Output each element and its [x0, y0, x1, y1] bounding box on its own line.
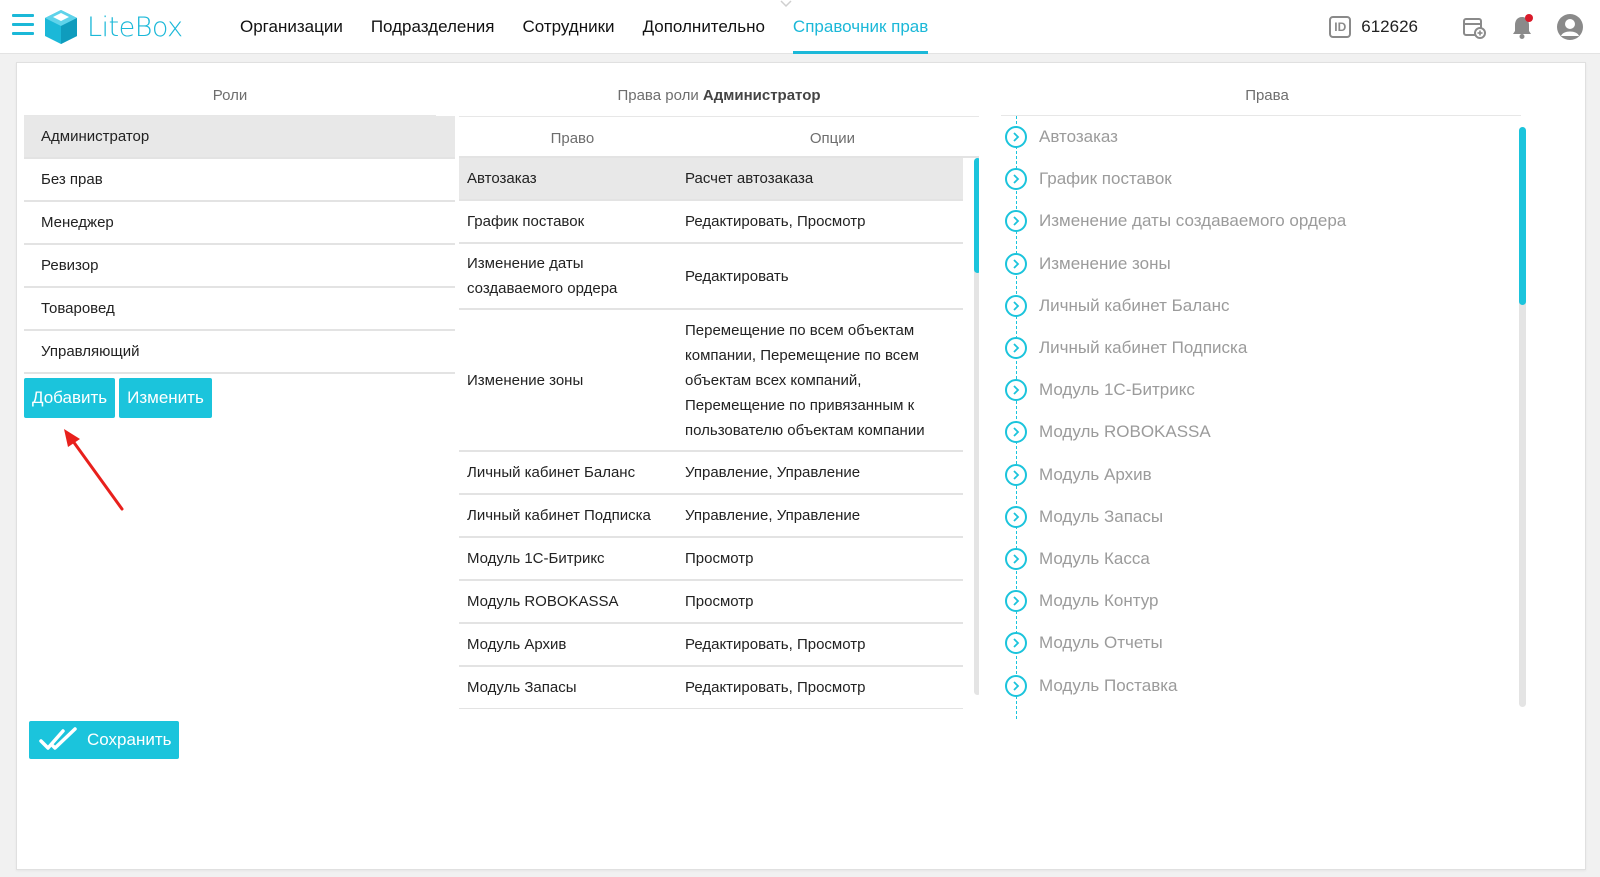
table-row[interactable] [459, 581, 963, 624]
account-id: 612626 [1361, 17, 1418, 36]
tree-item-label: Личный кабинет Подписка [1039, 338, 1248, 358]
logo-cube-icon [44, 9, 78, 45]
nav-rights-directory[interactable]: Справочник прав [793, 0, 928, 54]
right-options: Редактировать, Просмотр [685, 636, 866, 653]
right-name: Изменение даты создаваемого ордера [467, 255, 618, 297]
tree-item-label: Модуль Отчеты [1039, 633, 1163, 653]
table-row[interactable] [459, 158, 963, 201]
role-item[interactable]: Менеджер [24, 202, 455, 245]
tree-item[interactable] [1001, 243, 1521, 285]
right-options: Просмотр [685, 593, 754, 610]
table-row[interactable] [459, 667, 963, 709]
col-options-header: Опции [809, 130, 855, 147]
right-options: Редактировать [685, 267, 789, 285]
calendar-add-icon[interactable] [1460, 13, 1488, 41]
expand-chevron-icon[interactable] [1005, 210, 1027, 232]
save-label: Сохранить [87, 730, 172, 749]
right-options: Управление, Управление [685, 464, 861, 481]
tree-item[interactable] [1001, 200, 1521, 242]
right-name: Изменение зоны [467, 371, 584, 389]
table-row[interactable] [459, 201, 963, 244]
tree-item-label: Модуль Запасы [1039, 506, 1164, 526]
menu-icon[interactable] [12, 14, 34, 38]
tree-item-label: Модуль Поставка [1039, 675, 1178, 695]
tree-item[interactable] [1001, 496, 1521, 538]
tree-item-label: Изменение даты создаваемого ордера [1039, 211, 1347, 231]
table-row[interactable] [459, 495, 963, 538]
roles-panel [24, 63, 455, 418]
tree-item[interactable] [1001, 116, 1521, 158]
tree-item[interactable] [1001, 158, 1521, 200]
tree-item-label: Модуль 1С-Битрикс [1039, 380, 1195, 400]
save-button[interactable] [29, 721, 179, 759]
role-rights-prefix: Права роли [617, 87, 699, 104]
expand-chevron-icon[interactable] [1005, 379, 1027, 401]
double-check-icon [39, 727, 79, 753]
col-right-header: Право [550, 130, 595, 147]
rights-card [16, 62, 1586, 870]
right-name: Личный кабинет Баланс [467, 464, 636, 481]
tree-item[interactable] [1001, 538, 1521, 580]
brand-name: LiteBox [87, 11, 183, 43]
role-item[interactable]: Ревизор [24, 245, 455, 288]
tree-item[interactable] [1001, 664, 1521, 706]
role-rights-header [459, 63, 979, 116]
tree-item-label: Изменение зоны [1039, 253, 1171, 273]
edit-role-button[interactable]: Изменить [119, 378, 212, 418]
right-name: Модуль Архив [467, 636, 567, 653]
right-options: Просмотр [685, 550, 754, 567]
nav-additional[interactable]: Дополнительно [642, 17, 765, 36]
expand-chevron-icon[interactable] [1005, 675, 1027, 697]
annotation-arrow-icon [58, 425, 128, 515]
table-row[interactable] [459, 310, 963, 452]
rights-tree-header: Права [1001, 63, 1521, 116]
user-avatar-icon[interactable] [1556, 13, 1584, 41]
tree-item-label: Модуль ROBOKASSA [1039, 422, 1211, 442]
tree-item-label: Модуль Контур [1039, 591, 1159, 611]
expand-chevron-icon[interactable] [1005, 632, 1027, 654]
tree-item[interactable] [1001, 327, 1521, 369]
rights-tree-list [1001, 116, 1521, 719]
right-options: Перемещение по всем объектам компании, Перемещение по всем объектам всех компаний, Перемещение по привязанным к пользователю объектам компании [685, 321, 925, 439]
expand-chevron-icon[interactable] [1005, 421, 1027, 443]
right-options: Расчет автозаказа [685, 170, 814, 187]
expand-chevron-icon[interactable] [1005, 253, 1027, 275]
rights-tree-scrollbar[interactable] [1519, 127, 1526, 707]
nav-caret-icon [780, 0, 792, 11]
role-item[interactable]: Товаровед [24, 288, 455, 331]
tree-item[interactable] [1001, 454, 1521, 496]
tree-item[interactable] [1001, 622, 1521, 664]
tree-item-label: Модуль Архив [1039, 464, 1152, 484]
right-name: Модуль ROBOKASSA [467, 593, 619, 610]
right-name: Автозаказ [467, 170, 537, 187]
tree-item[interactable] [1001, 580, 1521, 622]
table-row[interactable] [459, 244, 963, 310]
notification-dot [1525, 14, 1533, 22]
right-name: Модуль Запасы [467, 679, 577, 696]
bell-icon[interactable] [1508, 13, 1536, 41]
rights-table-scrollbar[interactable] [974, 158, 979, 695]
scrollbar-thumb[interactable] [974, 158, 979, 273]
logo[interactable] [44, 8, 183, 46]
expand-chevron-icon[interactable] [1005, 506, 1027, 528]
top-bar [0, 0, 1600, 54]
expand-chevron-icon[interactable] [1005, 464, 1027, 486]
id-icon: ID [1329, 16, 1351, 38]
table-row[interactable] [459, 624, 963, 667]
right-options: Управление, Управление [685, 507, 861, 524]
tree-item[interactable] [1001, 411, 1521, 453]
right-options: Редактировать, Просмотр [685, 679, 866, 696]
expand-chevron-icon[interactable] [1005, 295, 1027, 317]
tree-item-label: Личный кабинет Баланс [1039, 295, 1230, 315]
add-role-button[interactable]: Добавить [24, 378, 115, 418]
tree-item-label: Автозаказ [1039, 127, 1118, 147]
expand-chevron-icon[interactable] [1005, 126, 1027, 148]
right-options: Редактировать, Просмотр [685, 213, 866, 230]
tree-item[interactable] [1001, 369, 1521, 411]
nav-departments[interactable]: Подразделения [370, 17, 495, 36]
rights-tree-panel [1001, 63, 1521, 719]
tree-item[interactable] [1001, 285, 1521, 327]
role-item[interactable]: Управляющий [24, 331, 455, 374]
roles-header: Роли [24, 63, 436, 116]
role-item[interactable]: Без прав [24, 159, 455, 202]
right-name: График поставок [467, 213, 585, 230]
right-name: Модуль 1С-Битрикс [467, 550, 605, 567]
rights-table-body [459, 158, 979, 709]
expand-chevron-icon[interactable] [1005, 168, 1027, 190]
role-rights-role-name: Администратор [702, 87, 821, 104]
rights-table-header [459, 116, 979, 158]
right-name: Личный кабинет Подписка [467, 507, 651, 524]
expand-chevron-icon[interactable] [1005, 337, 1027, 359]
scrollbar-thumb[interactable] [1519, 127, 1526, 305]
main-nav [240, 0, 956, 54]
table-row[interactable] [459, 452, 963, 495]
table-row[interactable] [459, 538, 963, 581]
nav-employees[interactable]: Сотрудники [522, 17, 615, 36]
topbar-right [1329, 13, 1584, 41]
expand-chevron-icon[interactable] [1005, 548, 1027, 570]
role-actions [24, 378, 455, 418]
role-item[interactable]: Администратор [24, 116, 455, 159]
nav-organizations[interactable]: Организации [240, 17, 343, 36]
expand-chevron-icon[interactable] [1005, 590, 1027, 612]
tree-item-label: График поставок [1039, 169, 1172, 189]
role-rights-panel [459, 63, 979, 709]
tree-item-label: Модуль Касса [1039, 548, 1150, 568]
